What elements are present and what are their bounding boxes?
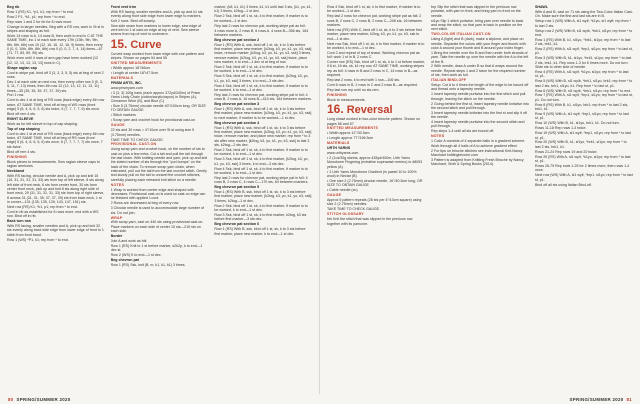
paragraph: • 1 Urth Yarns Monokrom Gradient (in pastel 10 to 100% wool) in Nectar (B): [327, 169, 417, 179]
section-heading: FINISHING: [327, 92, 347, 97]
paragraph: sl1yo Slip 1 stitch purlwise, bring yarn over needle to back and wrap the stitch, so that yarn is back in position on the next stitch.: [431, 18, 524, 32]
section-heading: GAUGE: [327, 193, 342, 198]
paragraph: • Size 5 (3.75mm) circular needle 40"/100cm long, OR SIZE TO OBTAIN GAUGE: [110, 104, 206, 113]
paragraph: Row 1 (RS) With B, ssk, bind off 1 st, sk, k to 3 sts before first marker, place new marker, k to end—1 st dec.: [214, 227, 306, 236]
paragraph: Row 19 (WS) With A, sl1 wyif, *brp1, sl1yo; rep from * to last st, p1.: [535, 131, 631, 140]
subheading: URTH YARNS: [327, 146, 351, 151]
paragraph: 22 sts and 30 rows = 4"/10cm over St st using size 5 (3.75mm) needles.: [110, 128, 195, 137]
section-heading: WRAP: [110, 215, 123, 220]
paragraph: Block to measurements.: [327, 97, 366, 102]
pattern-title: [110, 36, 209, 51]
paragraph: 1 Color A consists of 4 separate balls in a gradient scheme. Work through all 4 balls of A to achieve gradient effect.: [431, 139, 526, 148]
paragraph: Next row (WS) With A, sl1 wyif, *brp1, sl1yo; rep from * to last st, p1.: [535, 173, 633, 182]
paragraph: Join A and work as foll:: [110, 239, 148, 243]
paragraph: Rep last 2 rows for chevron pat, working stripe pat as foll:: [214, 23, 306, 28]
paragraph: Row 2 P1, *k1, p1; rep from * to end.: [7, 14, 66, 19]
paragraph: Approx 5 pattern repeats (28 sts per 4"/10cm square) using size 2 (2.75mm) needles.: [327, 198, 422, 207]
paragraph: Row 5 (WS) With B, sl1 wyib, *brk1, sl1yo, brk1; rep from * to last 2 sts, brk1, sl1yo, k1. Rep from * to last st, p1.: [535, 79, 633, 88]
paragraph: brk Knit the stitch that was slipped in the previous row together with its yarnover.: [327, 217, 413, 226]
left-issue-label: SPRING/SUMMER 2020: [16, 396, 71, 402]
section-heading: NOTES: [431, 134, 445, 139]
paragraph: Row 2 (RS) With A, sl1 wyif, *brp1, sl1yo; rep from * to last st, p1.: [535, 47, 633, 56]
paragraph: 1 Insert tapestry needle purlwise into the first stitch and pull through, leaving the stitch on the needle.: [431, 92, 526, 101]
paragraph: Corner row (RS) Ssk, bind off 1 st, sk, k to 1 st before marker, if 8 st, 16 sts, sk, k1 rep row, AT SAME TIME, working stripes rep as foll: 4 rows in B and 2 rows in C, 14 rows in B—as required.: [327, 60, 425, 78]
paragraph: Row 2 Ssk, bind off 1 st, sk, k to first marker, if marker is to be worked, k to end—1 st dec.: [214, 147, 308, 157]
subheading: Beg chevron pat section 5: [214, 185, 260, 190]
paragraph: TAKE TIME TO CHECK GAUGE.: [327, 207, 381, 212]
paragraph: Work even until 4 rows of arm gap have been worked (12 [12, 12, 13, 13, 13, 13] rows in C).: [7, 56, 99, 65]
paragraph: • Scrap yarn and crochet hook for provisional cast-on: [110, 118, 196, 123]
paragraph: 2 Rows are decreased at beg of every row.: [110, 201, 179, 206]
section-heading: PROVISIONAL CAST-ON: [110, 142, 157, 147]
paragraph: With scrap yarn, cast on 440 sts using provisional cast-on. Place markers on each side of center 10 sts—215 sts on each side.: [110, 220, 204, 234]
subheading: Beg chevron pat section 2: [214, 37, 260, 42]
paragraph: With A and B, cast on 71 sts using the Two-Color Italian Cast-On. Make sure the first and last sts are in B.: [535, 9, 633, 19]
pattern-title: [327, 104, 425, 116]
paragraph: Row 3 Ssk, bind off 1 st, sk, k to first marker, [k2tog, k3, yo, k1, yo, k3, ssk] 3 times, k to end—3 sts dec.: [214, 74, 309, 83]
left-page: [0, 0, 320, 394]
paragraph: 2 For tips on brioche stitches see instructional Knit-Nancy Marchant knittingbrioche.com: [431, 148, 523, 157]
paragraph: 4 rows more A, 2 rows B, 6 rows A, 4 rows B—356 sts, 184 between markers.: [214, 28, 309, 37]
paragraph: Row 2 Ssk, bind off 1 st, sk, k to first marker, if marker is to be worked, k to end—1 st dec.: [214, 65, 308, 74]
subheading: Front vent trim: [110, 5, 137, 9]
subheading: Back turn row: [7, 219, 31, 224]
paragraph: 2 Going behind the first st, insert tapestry needle knitwise into the second stitch and pull through.: [431, 101, 529, 110]
paragraph: Row 1 (RS) Ssk, knit (B, m, k1, k1, k1) 3 times.: [110, 263, 186, 268]
paragraph: Next row (RS) K1, *k1, p1; rep from * to end.: [7, 204, 78, 209]
paragraph: Row 9 (WS) With A, sl1 wyif, *brp1, sl1yo; rep from * to last st, p1.: [535, 112, 629, 121]
paragraph: Rep rows 1 and 2 for rib for 8 rows more.: [7, 19, 73, 24]
paragraph: Cont to dec 1 st at end of RS rows (back edge) every 4th row twice, AT SAME TIME, bind off at beg of RS rows (front edge) 5 (6, 4, 6, 6, 5, 6) sts once, 6 (7, 7, 7, 7, 7) sts once, 7 sts twice.: [7, 131, 105, 149]
text-column: [214, 5, 312, 394]
paragraph: Row 8 (RS) With B, k1, sl1yo, brk1; rep from * to last 2 sts, brk1, k1.: [535, 102, 629, 112]
paragraph: Row 4 Ssk, bind off 1 st, sk, k to first marker, if marker is to be worked, k to end—1 st dec.: [214, 83, 308, 92]
paragraph: Row 20 (WS) With B, k1, sl1yo, *brk1, sl1yo; rep from * to last 2 sts, brk1, k1.: [535, 140, 627, 149]
paragraph: Work 14 rows in A, 14 rows B, then work to end in C AT THE SAME TIME, inc 1 st each side every 17th (13th, 9th, 9th, 8th, 6th, 6th) row 10 (12, 16, 16, 12, 16, 9) times, then every 0 (0, 0, 10th, 8th, 8th, 6th) row 0 (0, 0, 2, 7, 4, 14) times—67 (71, 77, 83, 89, 95) sts.: [7, 34, 104, 56]
subheading: Border: [110, 234, 123, 239]
pattern-name: Reversal: [346, 104, 393, 117]
subheading: Beg chevron pat: [110, 258, 139, 263]
paragraph: Long shawl worked in two-color brioche pattern. Shown on pages 56 and 57: [327, 117, 421, 126]
subheading: PRISM ARTS, INC.: [110, 80, 142, 85]
paragraph: Row 25 (RS) With A, sl1 wyif, *k1yo, sl1yo; rep from * to last st, p1.: [535, 154, 631, 164]
paragraph: • Width approx 18"/46cm: [110, 65, 151, 70]
paragraph: Change to larger needles. Beg with a RS row, work in St st in stripes and shaping as foll:: [7, 24, 105, 34]
paragraph: Using scrap yarn and crochet hook, ch the number of sts to cast on plus a few extra. Cut a tail and pull the tail through the last chain. With knitting needle and yarn, pick up and knit the stated number of sts through the "purl bumps" on the back of the chain. To remove scrap yarn chain, when instructed, pull out the tail from the last crochet stitch. Gently and slowly pull on the tail to unravel the crochet stitches, carefully placing each released knit stitch on a needle.: [110, 147, 208, 182]
paragraph: 3 Pattern is adapted from Knitting Fresh Brioche by Nancy Marchant, Sixth & Spring Books (2014).: [431, 157, 524, 167]
paragraph: With RS facing, smaller needles and A, pick up and knit 32 sts evenly along back side edge from lower edge of front to 1 stitch from front band.: [7, 224, 104, 237]
paragraph: Bind off all sts using Italian Bind-off.: [535, 182, 592, 187]
paragraph: • Length approx 77"/196.5cm: [327, 136, 374, 141]
paragraph: www.prismyarn.com: [110, 85, 143, 90]
subheading: Beg chevron pat section 3: [214, 102, 260, 107]
paragraph: With RS facing, circular needle and A, pick up and knit 15 (16, 31, 31, 31, 31, 33) sts from top of left sleeve, 8 sts along left side of front neck, 6 sts from center front, 30 sts from center front neck, pick up and knit 8 sts along right side of front neck, 29 (31, 31, 31, 31, 33) sts from top of right sleeve, 8 across 31 (31, 31, 35, 37, 37, 39) sts from back neck, 1 st in corner—131 (135, 135, 139, 143, 147, 151) sts.: [7, 173, 105, 204]
paragraph: Setup: Cut A to 4 times the length of the edge to be bound off and thread onto a tapestry needle.: [431, 83, 529, 92]
paragraph: Row 1 (RS) With B, k1, sl1yo, *brk1, sl1yo; rep from * to last 2 sts, brk1, k1.: [535, 37, 631, 47]
subheading: Beg chevron pat section 4: [214, 120, 260, 125]
paragraph: TAKE TIME TO CHECK GAUGE.: [110, 137, 164, 142]
paragraph: www.urthyarns.com: [327, 151, 359, 156]
paragraph: Rep steps 1-4 until all sts are bound off.: [431, 129, 495, 134]
paragraph: Next row Ssk, bind off 1 st, sk, k to first marker, if marker is to be worked, k to end—1 st dec.: [327, 41, 425, 50]
paragraph: Setup row 2 (WS) With B, sl1 wyib, *brk1, sl1yo; rep from * to end.: [535, 28, 633, 37]
paragraph: brp Slip the stitch that was slipped in the previous row purlwise, with yarn in front, and bring yarn to front on the needle.: [431, 5, 521, 18]
paragraph: Cont in stripe pat, bind off 3 (3, 3, 3, 5, 5) sts at beg of next 2 rows.: [7, 70, 104, 79]
paragraph: Curved wrap worked from lower edge with one pattern and stripes. Shown on pages 54 and 55: [110, 51, 204, 60]
text-column: [535, 5, 633, 394]
paragraph: Row 4 Ssk, bind off 1 st, sk, k to first marker, if marker is to be worked—1 st dec.: [327, 5, 421, 14]
paragraph: Purl 1 row.: [7, 93, 24, 98]
paragraph: • 2 (1oz/30g skeins, approx 435yd/400m, Urth Yarns Monokrom Fingering (extrafine superwash merino) in #8053 yellow (A): [327, 156, 423, 169]
paragraph: Row 3 Ssk, bind off 1 st, sk, k to first marker, k2tog, k3 sts before first marker—3 sts dec.: [214, 212, 307, 222]
paragraph: Row 4 Ssk, bind off 1 st, sk, k to first marker, if marker is to be worked, k to end—1 st dec.: [214, 166, 308, 175]
paragraph: marker, (k8, k1, k1) 3 times, k1, k1 until last 3 sts, (k1, yo, k1, k1) 3 times, k2tog—1 st dec.: [214, 5, 312, 14]
paragraph: Row 1 (RS) With B, ssk, bind off 1 st, sk, k to 3 sts before first marker, place new marker, [k2tog, k3, yo, k1, yo, k3, ssk] 3 times, k2tog—1 st dec.: [214, 190, 312, 203]
paragraph: Block pieces to measurements. Sew raglan sleeve caps to raglan armholes.: [7, 159, 100, 168]
subheading: Beg chevron pat section 6: [214, 222, 260, 227]
right-footer: [570, 397, 632, 402]
paragraph: • Width approx 12"/30.5cm: [327, 131, 370, 136]
paragraph: Dec 1 st each side on next row, then every other row 0 (0, 3, 5, 11, 7, 13) times, then 4th row 12 (12, 13, 12, 11, 13, 11) times—35 (35, 35, 39, 37, 37, 39) sts.: [7, 79, 103, 93]
paragraph: • One size 2 (2.75mm) circular needle, 16"/40.5cm long, OR SIZE TO OBTAIN GAUGE: [327, 178, 423, 188]
subheading: Neckband: [7, 168, 25, 173]
paragraph: Row 1 (RS) With A, ssk, bind off 1 st, sk, k to 3 sts before first marker, place new marker, [k2tog, k3, yo, k1, yo, k3, ssk] twice, remove marker, [k2tog, k3, yo, k1, yo, k3, ssk] 3 times, remove marker, [k2tog, k3, yo, k1, yo, k3, ssk] twice, place new marker, k to end—1 dec st at beg of row.: [214, 42, 312, 65]
paragraph: Cont to dec 1 st at beg of RS rows (back edge) every 4th row twice, AT SAME TIME, bind off at beg of WS rows (front edge) 5 (6, 4, 6, 6, 5, 6) sts twice, 6 (7, 7, 7, 7, 6) sts once.: [7, 98, 105, 112]
section-heading: GAUGE: [110, 123, 125, 128]
paragraph: Work as for left sleeve to top of cap shaping.: [7, 121, 78, 126]
section-heading: FINISHING: [7, 154, 27, 159]
paragraph: Rows 26-79 Rep rows 1-25 for 2 times more, then rows 1-4 once.: [535, 163, 630, 173]
paragraph: Using A (light) and B (dark), make a slipknot, and place on needle. Separate the colors with your finger and thumb with color A around your thumb and B around your index finger.: [431, 37, 526, 50]
paragraph: 1 Bring the needle over the B and then under both strands of yarn. Take the needle up over the needle with the A to the left of the B.: [431, 50, 529, 64]
paragraph: Row 10 (WS) With B, k1, sl1yo, brk1, k1. Do not turn.: [535, 121, 620, 126]
pattern-name: Curve: [130, 38, 162, 51]
pattern-number: 15.: [110, 36, 128, 51]
section-heading: MATERIALS: [327, 141, 350, 146]
pattern-number: 16.: [327, 102, 344, 117]
paragraph: Rep last 2 rows, k to end with 1 row—106 sts.: [327, 78, 400, 83]
paragraph: 2 With needle, draw A under B so that A wraps around the needle. Repeat steps 1 and 2 twice for the required number of sts, then work as foll.: [431, 64, 526, 78]
paragraph: 4 Insert tapestry needle purlwise into the second stitch and pull through.: [431, 120, 525, 129]
subheading: Beg rib: [7, 5, 20, 9]
paragraph: Row 1 (RS) Knit to 1 st before marker, s2k2p, k to end—1 dec st.: [110, 243, 203, 253]
paragraph: Bind off rem 4 sts.: [7, 149, 36, 154]
text-column: [327, 5, 425, 394]
paragraph: Row 2 Ssk, bind off 1 st, sk, k to first marker, if marker is to be worked—1 st dec.: [214, 14, 308, 23]
paragraph: • 3 (3, 3) 100g hank (each approx 372yd/340m) of Prism Yarns Lindy Chain (cotton/acrylic/rayon) in Stripes (A), Cinnamon Wine (B), and Blue (C): [110, 90, 201, 104]
paragraph: • Stitch markers: [110, 113, 136, 118]
paragraph: Sew side seam from markers to lower edge, sew edge of vent trim to 1 st cast-on edge at top of vent. Sew sleeve seams from top of vent to underarm.: [110, 23, 202, 37]
subheading: SHAWL: [535, 5, 548, 9]
section-heading: KNITTED MEASUREMENTS: [327, 126, 379, 131]
right-page: [320, 0, 640, 394]
paragraph: • Length at center 18"/47.5cm: [110, 70, 158, 75]
paragraph: Setup row 1 (WS) With A, sl1 wyif, *k1yo, sl1 wyif; rep from * to last 2 sts.: [535, 19, 632, 28]
paragraph: Rep last 2 rows for chevron pat, working stripe pat as foll: 2 rows B, 2 rows C, 2 rows B, 2 rows C—208 sts, 16 between markers.: [327, 14, 423, 27]
paragraph: With RS facing, smaller needles and A, pick up and k1 sts evenly along front side edge from lower edge to markers. Knit 2 rows. Bind off loosely.: [110, 9, 203, 23]
paragraph: Row 2 Ssk, bind off 1 st, sk, k to first marker, if marker is to be worked, k to end—1 st dec.: [214, 203, 308, 212]
paragraph: Next row (RS) With C, bind off 1 st, sk, k to 3 sts before first marker, place new marker, k2tog, k3, yo, k1, yo, k3, ssk to end—1 st dec.: [327, 27, 422, 41]
subheading: Top of cap shaping: [7, 126, 40, 131]
text-column: [111, 5, 209, 394]
section-heading: KNITTED MEASUREMENTS: [110, 60, 162, 65]
paragraph: Row 1 (RS) K1, *p1, k1; rep from * to end.: [7, 9, 74, 14]
paragraph: Row 3 (WS) With B, k1, sl1yo, *brk1, sl1yo; rep from * to last 2 sts, brk1, k1. Rep rows 1-3 for 6 times more. Do not turn. Slide sts to other side of needle.: [535, 56, 632, 70]
text-column: [431, 5, 529, 394]
paragraph: • Cable needle (cn): [327, 188, 358, 193]
left-page-number: 80: [8, 396, 14, 402]
section-heading: TWO-COLOR ITALIAN CAST-ON: [431, 32, 491, 37]
paragraph: Cont 6 rows in B, 2 rows in C and 2 rows B—as required.: [327, 83, 418, 87]
paragraph: Row 7 (RS) With A, sl1 wyif, *brp1, sl1yo; rep from * to last st, p1. Do not turn.: [535, 93, 633, 102]
paragraph: Rows 21-24 Rep rows 19 and 20 twice.: [535, 149, 598, 154]
paragraph: 3 Circular needle is used to accommodate large number of sts. Do not join.: [110, 206, 204, 215]
paragraph: Rows 11-18 Rep rows 1-3 twice.: [535, 126, 587, 131]
paragraph: Rep last 2 rows for chevron pat, working stripe pat in foll: 4 rows B, 2 rows A, 16 rows B—414 sts, 164 between markers.: [214, 92, 312, 102]
section-heading: STITCH GLOSSARY: [327, 212, 365, 217]
paragraph: 3 Insert tapestry needle knitwise into the first st and slip it off the needle.: [431, 110, 527, 120]
paragraph: Row 4 (RS) With A, sl1 wyif, *k1yo, sl1yo; rep from * to last st, p1.: [535, 69, 629, 79]
paragraph: Row 6 (WS) With B, sl1 wyib, *brk1, sl1yo; rep from * to end.: [535, 88, 632, 93]
paragraph: Bind off rem 4 sts.: [7, 112, 36, 117]
paragraph: 1 Wrap is worked from center edge and shaped with decreases. Provisional cast-on is used so cast-on edge can be finished with applied I-cord.: [110, 187, 206, 201]
paragraph: Cont in rib as established for 6 rows more, end with a WS row. Bind off in rib.: [7, 209, 99, 219]
subheading: Shape raglan cap: [7, 65, 37, 70]
paragraph: Row 1 (RS) With A, ssk, bind off 1 st, sk, k to 3 sts before first marker, place new marker, [k2tog, k3, yo, k1, yo, k3, ssk] twice, remove marker, and place new marker, rep from * to 3 sts after new marker, [k2tog, k3, yo, k1, yo, k3, ssk] to last 3 sts, k2tog—2 sts dec.: [214, 125, 312, 148]
paragraph: Row 1 (WS) *P1, k1; rep from * to end.: [7, 237, 69, 242]
section-heading: ITALIAN BIND-OFF: [431, 78, 467, 83]
paragraph: Row 3 Ssk, bind off 1 st, sk, k to first marker, [k2tog, k3, yo, k1, yo, k3, ssk] 3 times, k to end—3 sts dec.: [214, 157, 309, 166]
section-heading: MATERIALS: [110, 75, 134, 80]
paragraph: Row 1 (RS) With A, ssk, bind off 1 st, sk, k to 3 sts before first marker, place new marker, [k2tog, k3, yo, k1, yo, k3, ssk] to next marker, if marker is to be worked—1 st dec.: [214, 107, 312, 120]
left-footer: [8, 397, 70, 402]
paragraph: Rep last row rep until no sts rem.: [327, 87, 380, 92]
paragraph: Row 2 (WS) K to end—1 st dec.: [110, 253, 162, 258]
page-footer: [0, 394, 640, 404]
right-issue-label: SPRING/SUMMER 2020: [569, 396, 624, 402]
paragraph: Rep last 2 rows for chevron pat, working stripe pat in foll: 4 rows B, 2 rows C, 4 rows C—170 sts, 64 between markers.: [214, 175, 309, 185]
section-heading: NOTES: [110, 182, 125, 187]
subheading: RIGHT SLEEVE: [7, 116, 34, 121]
text-column: [7, 5, 105, 394]
right-page-number: 81: [626, 396, 632, 402]
paragraph: Cont 2 and repeat of top of shawl. Working chevron pat as foll: work 1 st in B, 2 rows C.: [327, 50, 420, 60]
